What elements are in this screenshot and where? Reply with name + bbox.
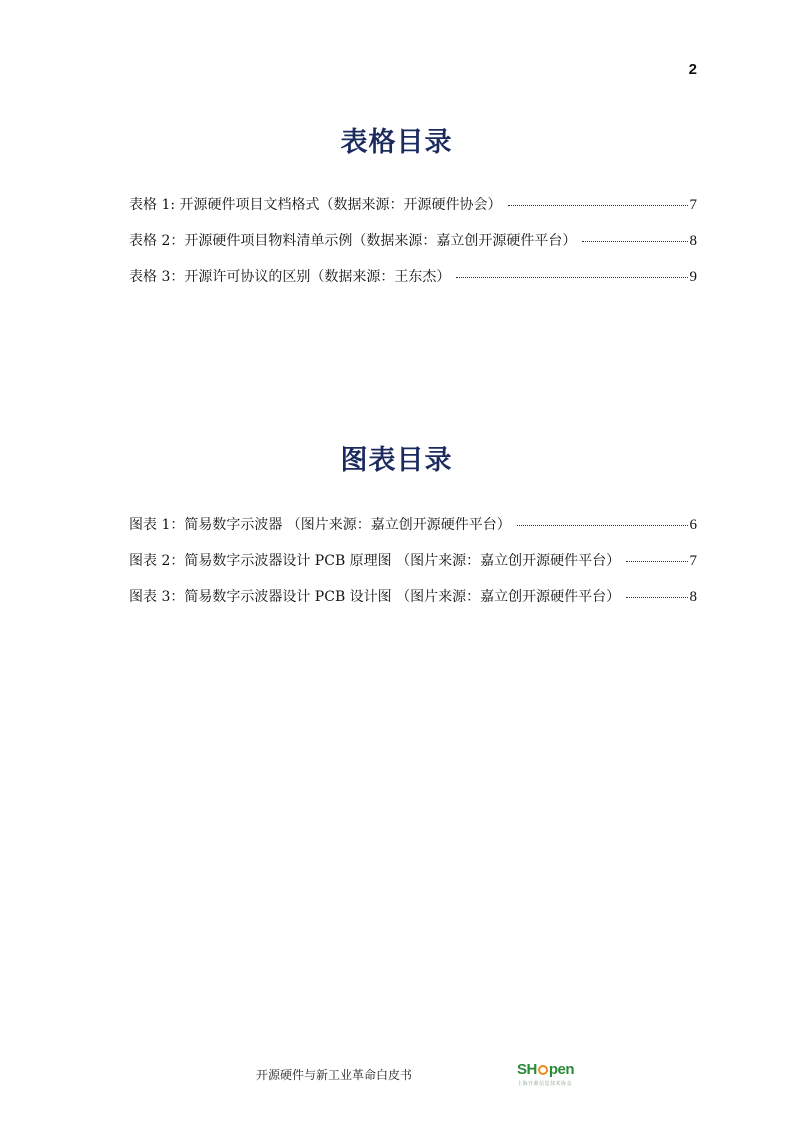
toc-entry-page: 8 [689, 589, 697, 605]
toc-entry-page: 9 [689, 269, 697, 285]
dot-leader [508, 205, 688, 206]
toc-entry-label: 表格 3：开源许可协议的区别（数据来源：王东杰） [129, 269, 451, 285]
logo-wordmark [517, 1062, 587, 1078]
toc-entry-label: 图表 3：简易数字示波器设计 PCB 设计图 （图片来源：嘉立创开源硬件平台） [129, 589, 621, 605]
toc-entry-page: 8 [689, 233, 697, 249]
logo-text-right: pen [548, 1061, 575, 1078]
toc-entry[interactable] [129, 586, 697, 622]
toc-entry-label: 表格 1: 开源硬件项目文档格式（数据来源：开源硬件协会） [129, 197, 502, 213]
dot-leader [626, 597, 687, 598]
figures-toc-title: 图表目录 [340, 445, 453, 476]
toc-entry-label: 表格 2：开源硬件项目物料清单示例（数据来源：嘉立创开源硬件平台） [129, 233, 577, 249]
toc-entry[interactable] [129, 230, 697, 266]
footer-title: 开源硬件与新工业革命白皮书 [256, 1068, 413, 1082]
tables-toc-title: 表格目录 [340, 127, 453, 158]
dot-leader [626, 561, 687, 562]
logo-subtitle: 上海开源信息技术协会 [517, 1081, 573, 1087]
toc-entry-page: 7 [689, 197, 697, 213]
logo-text-left: SH [517, 1061, 537, 1078]
toc-entry[interactable] [129, 514, 697, 550]
page-number: 2 [688, 61, 697, 78]
dot-leader [517, 525, 688, 526]
toc-entry[interactable] [129, 266, 697, 302]
toc-entry-page: 7 [689, 553, 697, 569]
toc-entry-label: 图表 2：简易数字示波器设计 PCB 原理图 （图片来源：嘉立创开源硬件平台） [129, 553, 621, 569]
logo-ring-icon [538, 1065, 548, 1075]
toc-entry[interactable] [129, 194, 697, 230]
dot-leader [582, 241, 687, 242]
figures-toc-list [129, 514, 697, 622]
toc-entry-label: 图表 1：简易数字示波器 （图片来源：嘉立创开源硬件平台） [129, 517, 511, 533]
toc-entry[interactable] [129, 550, 697, 586]
shopen-logo [517, 1062, 587, 1092]
dot-leader [456, 277, 687, 278]
toc-entry-page: 6 [689, 517, 697, 533]
tables-toc-list [129, 194, 697, 302]
